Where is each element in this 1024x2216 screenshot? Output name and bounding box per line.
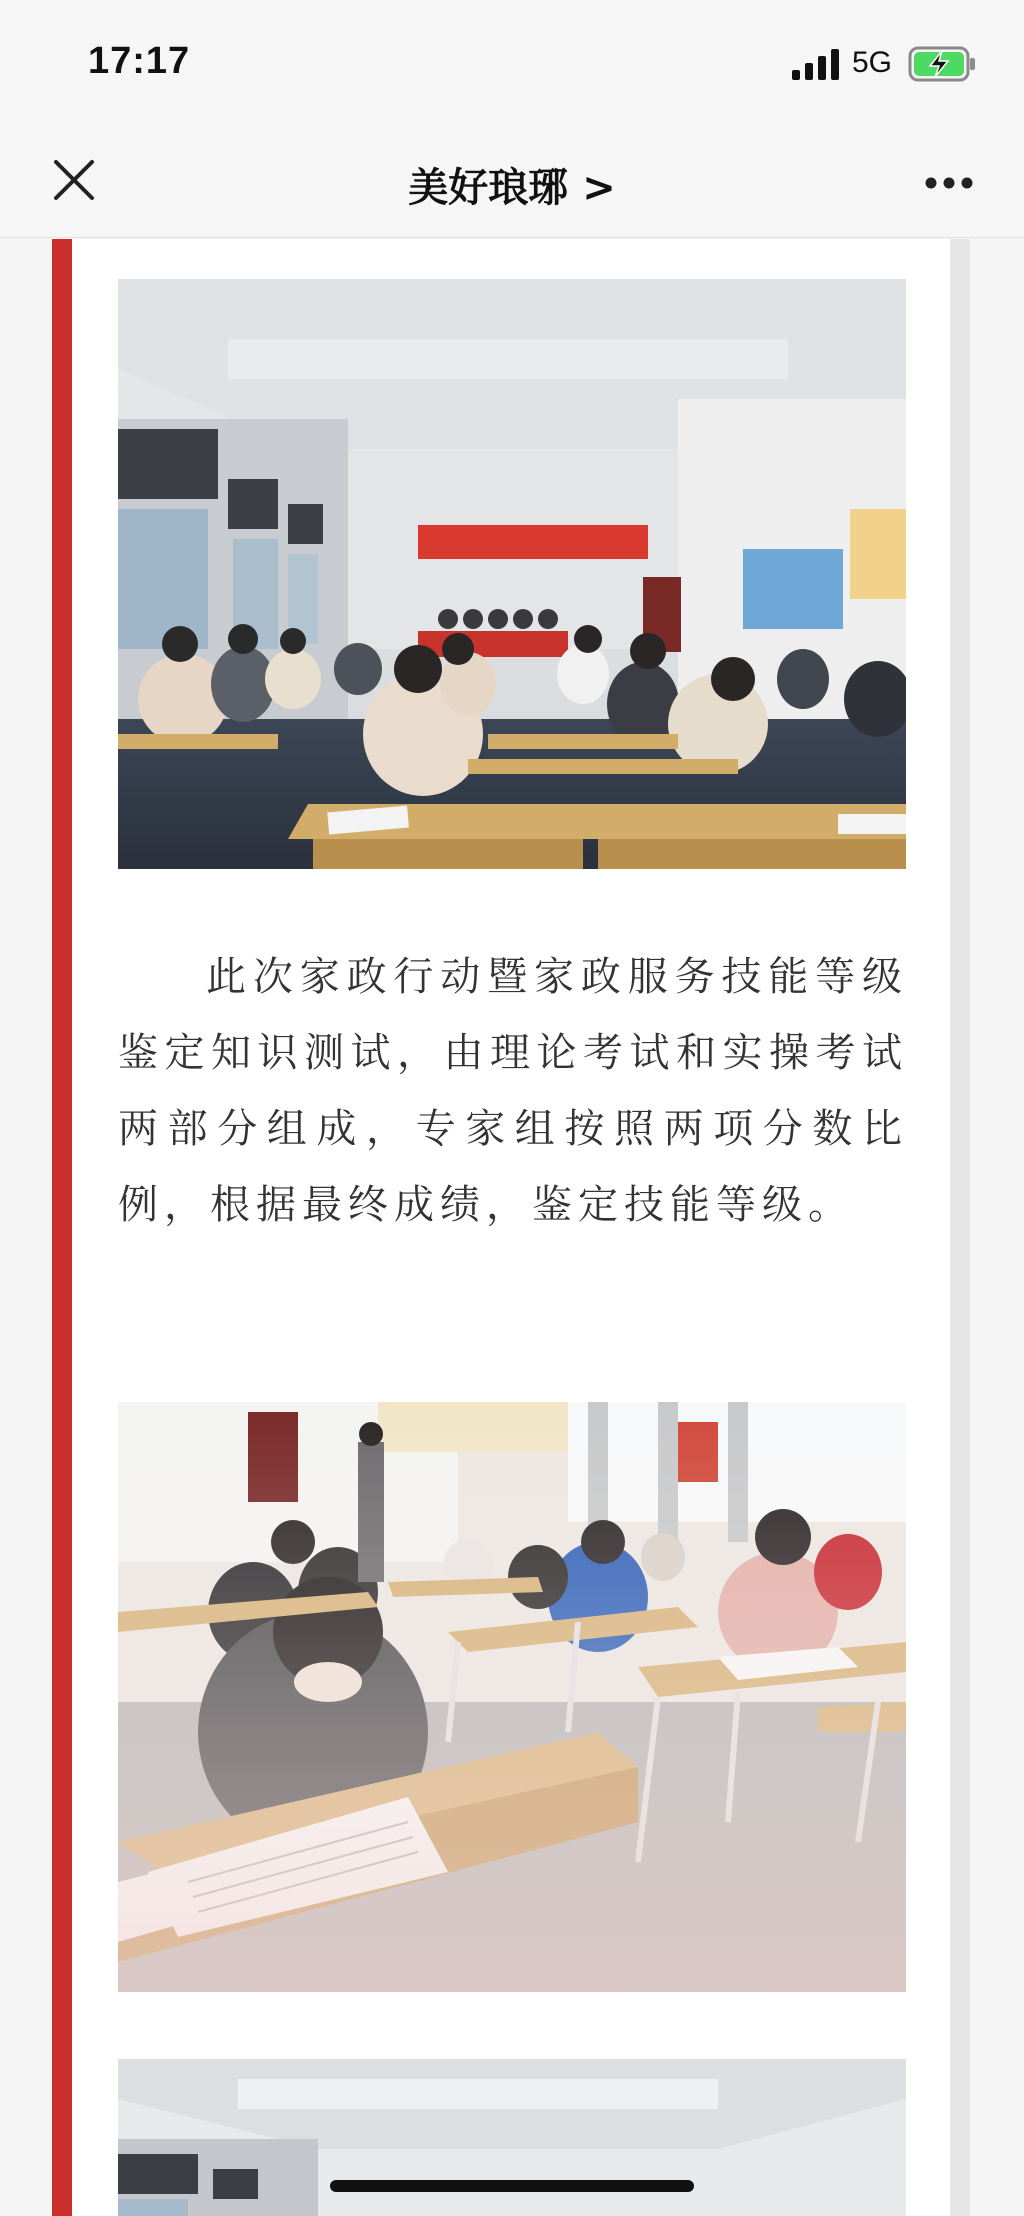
signal-icon	[792, 48, 840, 82]
side-rule	[950, 239, 970, 2216]
network-label: 5G	[852, 46, 893, 79]
article-paragraph: 此次家政行动暨家政服务技能等级鉴定知识测试，由理论考试和实操考试两部分组成，专家组按照两项分数比例，根据最终成绩，鉴定技能等级。	[118, 954, 908, 1228]
accent-rule	[52, 239, 72, 2216]
nav-bar	[0, 128, 1024, 238]
more-icon[interactable]	[924, 176, 974, 190]
account-title-link[interactable]: 美好琅琊 >	[408, 165, 616, 211]
status-time: 17:17	[88, 40, 191, 82]
battery-charging-icon	[908, 46, 976, 82]
status-bar	[0, 0, 1024, 128]
article-content[interactable]	[0, 239, 1024, 2216]
article-photo-exam-hall[interactable]	[118, 279, 906, 869]
article-photo-classroom[interactable]	[118, 2059, 906, 2216]
article-photo-written-test[interactable]	[118, 1402, 906, 1992]
home-indicator	[330, 2180, 694, 2192]
